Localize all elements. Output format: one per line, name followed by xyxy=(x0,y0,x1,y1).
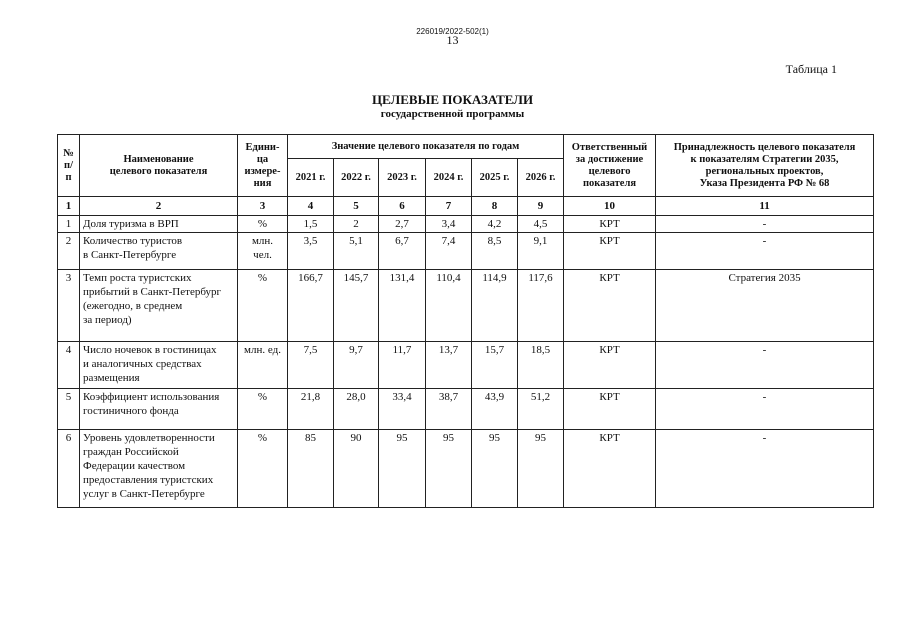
row-value: 110,4 xyxy=(426,270,472,342)
row-num: 5 xyxy=(58,389,80,430)
header-unit: Едини- ца измере- ния xyxy=(238,135,288,197)
row-name: Темп роста туристских прибытий в Санкт-Петербург (ежегодно, в среднем за период) xyxy=(80,270,238,342)
row-responsible: КРТ xyxy=(564,233,656,270)
row-value: 117,6 xyxy=(518,270,564,342)
header-values-group: Значение целевого показателя по годам xyxy=(288,135,564,159)
header-year: 2024 г. xyxy=(426,159,472,197)
row-responsible: КРТ xyxy=(564,389,656,430)
row-value: 51,2 xyxy=(518,389,564,430)
row-value: 145,7 xyxy=(334,270,379,342)
document-id: 226019/2022-502(1) xyxy=(416,27,489,36)
row-value: 33,4 xyxy=(379,389,426,430)
column-number: 3 xyxy=(238,197,288,216)
row-affiliation: - xyxy=(656,342,874,389)
row-responsible: КРТ xyxy=(564,430,656,508)
row-value: 2,7 xyxy=(379,216,426,233)
row-value: 2 xyxy=(334,216,379,233)
row-value: 166,7 xyxy=(288,270,334,342)
column-number: 4 xyxy=(288,197,334,216)
column-number: 8 xyxy=(472,197,518,216)
header-num: № п/п xyxy=(58,135,80,197)
row-num: 1 xyxy=(58,216,80,233)
row-unit: млн. чел. xyxy=(238,233,288,270)
row-value: 4,2 xyxy=(472,216,518,233)
row-value: 3,5 xyxy=(288,233,334,270)
row-value: 95 xyxy=(379,430,426,508)
row-unit: % xyxy=(238,216,288,233)
table-row xyxy=(58,270,874,342)
column-number: 7 xyxy=(426,197,472,216)
row-value: 8,5 xyxy=(472,233,518,270)
header-affiliation: Принадлежность целевого показателя к показателям Стратегии 2035, региональных проектов, Указа Президента РФ № 68 xyxy=(656,135,874,197)
table-row xyxy=(58,389,874,430)
row-unit: % xyxy=(238,430,288,508)
row-num: 2 xyxy=(58,233,80,270)
row-value: 6,7 xyxy=(379,233,426,270)
page-subtitle: государственной программы xyxy=(380,108,525,120)
table-row xyxy=(58,216,874,233)
row-value: 1,5 xyxy=(288,216,334,233)
row-value: 13,7 xyxy=(426,342,472,389)
header-year: 2022 г. xyxy=(334,159,379,197)
column-number: 1 xyxy=(58,197,80,216)
row-value: 95 xyxy=(472,430,518,508)
row-value: 7,5 xyxy=(288,342,334,389)
row-responsible: КРТ xyxy=(564,342,656,389)
row-value: 95 xyxy=(518,430,564,508)
row-name: Коэффициент использования гостиничного фонда xyxy=(80,389,238,430)
header-name: Наименование целевого показателя xyxy=(80,135,238,197)
row-value: 11,7 xyxy=(379,342,426,389)
row-unit: млн. ед. xyxy=(238,342,288,389)
header-row-1 xyxy=(58,135,874,159)
row-value: 114,9 xyxy=(472,270,518,342)
row-affiliation: - xyxy=(656,233,874,270)
table-row xyxy=(58,430,874,508)
table-row xyxy=(58,233,874,270)
row-affiliation: - xyxy=(656,389,874,430)
row-affiliation: Стратегия 2035 xyxy=(656,270,874,342)
header-year: 2023 г. xyxy=(379,159,426,197)
header-year: 2025 г. xyxy=(472,159,518,197)
row-name: Количество туристов в Санкт-Петербурге xyxy=(80,233,238,270)
row-value: 28,0 xyxy=(334,389,379,430)
row-value: 5,1 xyxy=(334,233,379,270)
row-num: 6 xyxy=(58,430,80,508)
row-name: Доля туризма в ВРП xyxy=(80,216,238,233)
row-value: 43,9 xyxy=(472,389,518,430)
row-value: 9,1 xyxy=(518,233,564,270)
page-title: ЦЕЛЕВЫЕ ПОКАЗАТЕЛИ xyxy=(371,92,534,107)
row-unit: % xyxy=(238,389,288,430)
header-year: 2026 г. xyxy=(518,159,564,197)
table-label: Таблица 1 xyxy=(785,62,837,76)
row-value: 4,5 xyxy=(518,216,564,233)
column-number: 6 xyxy=(379,197,426,216)
row-affiliation: - xyxy=(656,216,874,233)
column-number: 10 xyxy=(564,197,656,216)
row-num: 4 xyxy=(58,342,80,389)
row-value: 85 xyxy=(288,430,334,508)
row-name: Уровень удовлетворенности граждан Российской Федерации качеством предоставления туристских услуг в Санкт-Петербурге xyxy=(80,430,238,508)
row-value: 3,4 xyxy=(426,216,472,233)
row-unit: % xyxy=(238,270,288,342)
row-name: Число ночевок в гостиницах и аналогичных средствах размещения xyxy=(80,342,238,389)
column-number: 2 xyxy=(80,197,238,216)
page-number: 13 xyxy=(446,33,459,47)
row-responsible: КРТ xyxy=(564,216,656,233)
row-value: 7,4 xyxy=(426,233,472,270)
column-number-row xyxy=(58,197,874,216)
row-value: 90 xyxy=(334,430,379,508)
row-value: 95 xyxy=(426,430,472,508)
row-affiliation: - xyxy=(656,430,874,508)
row-value: 18,5 xyxy=(518,342,564,389)
row-responsible: КРТ xyxy=(564,270,656,342)
table-row xyxy=(58,342,874,389)
column-number: 5 xyxy=(334,197,379,216)
row-value: 15,7 xyxy=(472,342,518,389)
column-number: 11 xyxy=(656,197,874,216)
row-value: 38,7 xyxy=(426,389,472,430)
target-indicators-table xyxy=(57,134,874,508)
row-value: 131,4 xyxy=(379,270,426,342)
header-responsible: Ответственный за достижение целевого показателя xyxy=(564,135,656,197)
header-year: 2021 г. xyxy=(288,159,334,197)
row-value: 9,7 xyxy=(334,342,379,389)
column-number: 9 xyxy=(518,197,564,216)
row-num: 3 xyxy=(58,270,80,342)
row-value: 21,8 xyxy=(288,389,334,430)
